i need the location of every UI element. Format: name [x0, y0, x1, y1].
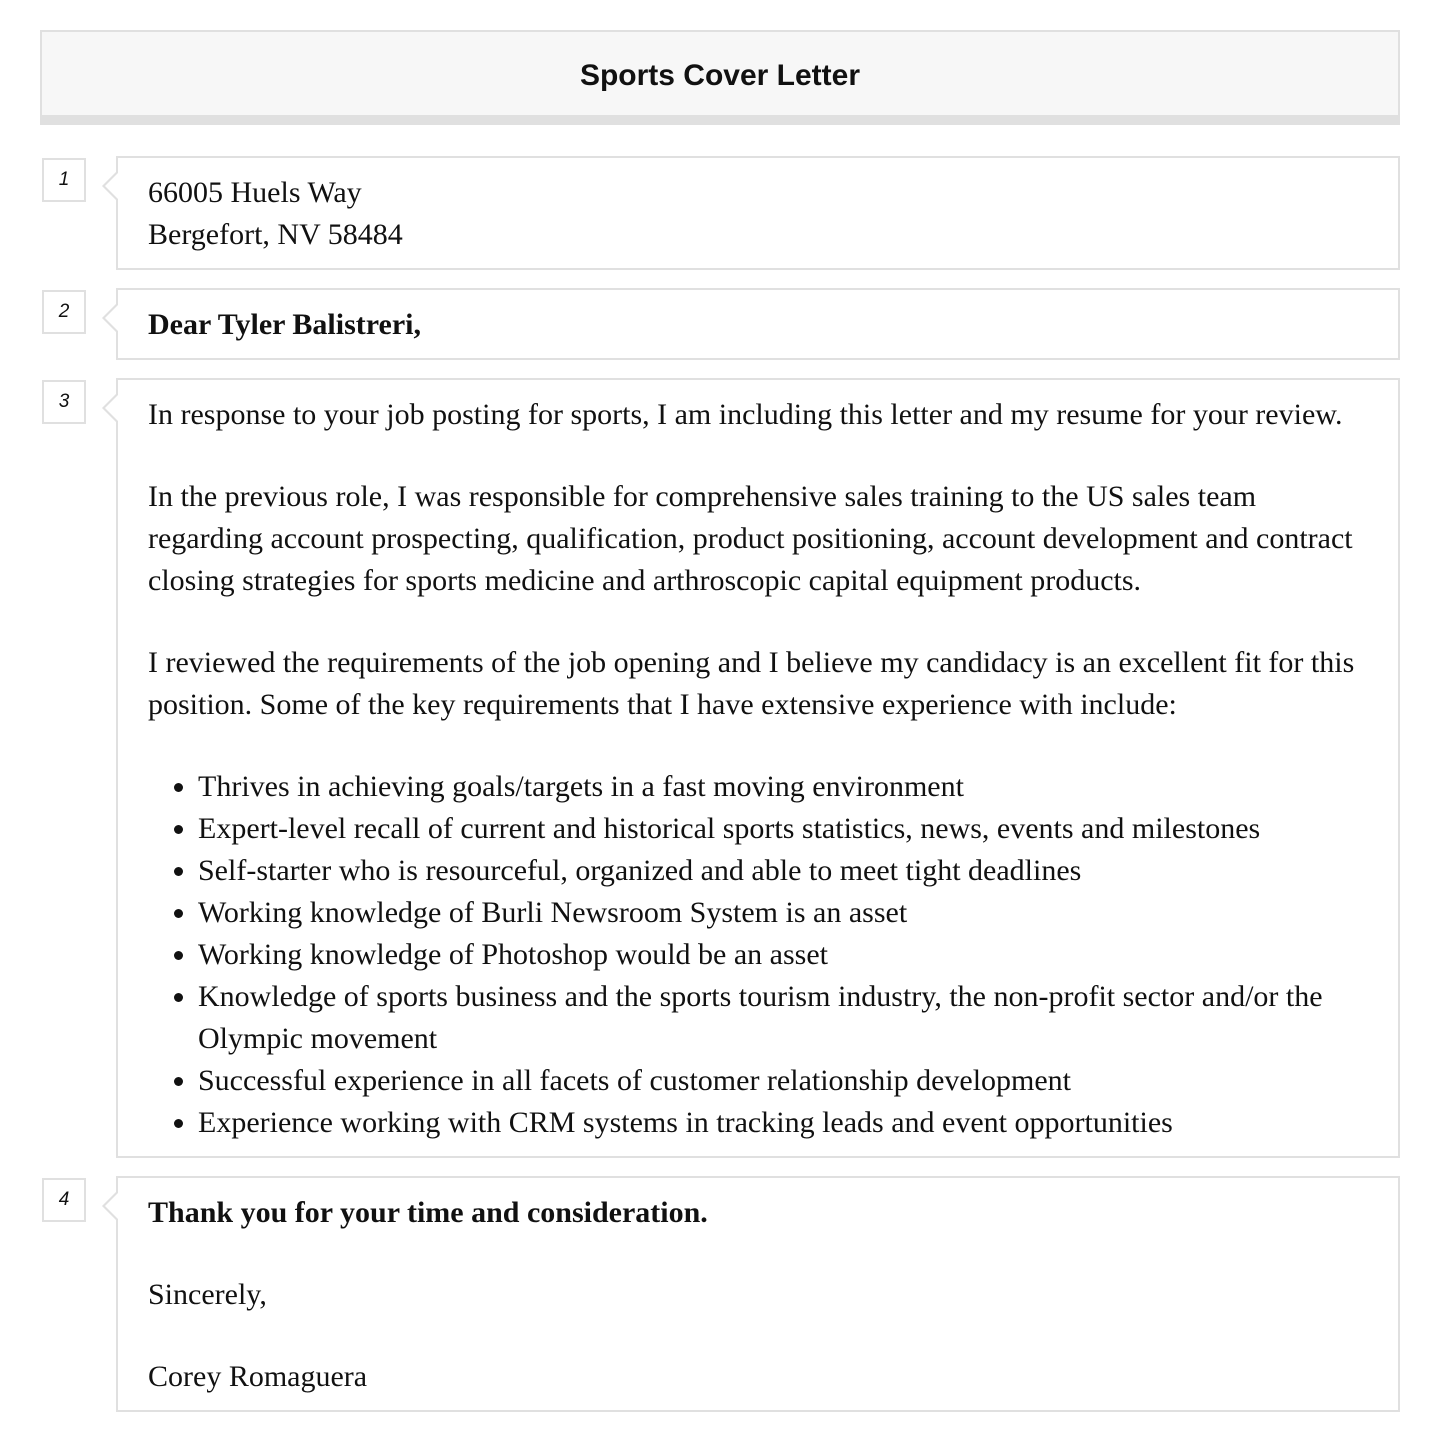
address-line-2: Bergefort, NV 58484 [148, 218, 403, 251]
pointer-notch-icon [102, 302, 118, 334]
list-item: • Expert-level recall of current and historical sports statistics, news, events and milestones [198, 808, 1368, 850]
signoff: Sincerely, [148, 1278, 267, 1311]
signature-name: Corey Romaguera [148, 1360, 368, 1393]
list-item: • Knowledge of sports business and the sports tourism industry, the non-profit sector and/or the Olympic movement [198, 976, 1368, 1060]
body-paragraph-experience: In the previous role, I was responsible for comprehensive sales training to the US sales team regarding account prospecting, qualification, product positioning, account development and contract closing strategies for sports medicine and arthroscopic capital equipment products. [148, 480, 1353, 597]
pointer-notch-icon [102, 170, 118, 202]
requirements-list [148, 766, 1368, 1144]
body-paragraph-intro: In response to your job posting for sports, I am including this letter and my resume for your review. [148, 398, 1343, 431]
list-item: • Thrives in achieving goals/targets in a fast moving environment [198, 766, 1368, 808]
section-number-badge: 4 [42, 1178, 86, 1222]
section-number-badge: 1 [42, 158, 86, 202]
document-title: Sports Cover Letter [579, 59, 861, 92]
address-block [116, 156, 1400, 270]
body-block [116, 378, 1400, 1158]
closing-statement: Thank you for your time and consideration. [148, 1196, 708, 1229]
list-item: • Self-starter who is resourceful, organized and able to meet tight deadlines [198, 850, 1368, 892]
pointer-notch-icon [102, 1190, 118, 1222]
pointer-notch-icon [102, 392, 118, 424]
salutation: Dear Tyler Balistreri, [148, 308, 422, 341]
body-paragraph-requirements: I reviewed the requirements of the job opening and I believe my candidacy is an excellent fit for this position. Some of the key requirements that I have extensive experience with include: [148, 646, 1355, 721]
section-number-badge: 2 [42, 290, 86, 334]
closing-block [116, 1176, 1400, 1412]
list-item: • Working knowledge of Burli Newsroom System is an asset [198, 892, 1368, 934]
section-number-badge: 3 [42, 380, 86, 424]
list-item: • Successful experience in all facets of customer relationship development [198, 1060, 1368, 1102]
header-underline-bar [40, 115, 1400, 125]
address-line-1: 66005 Huels Way [148, 176, 362, 209]
document-header [40, 30, 1400, 116]
list-item: • Experience working with CRM systems in tracking leads and event opportunities [198, 1102, 1368, 1144]
list-item: • Working knowledge of Photoshop would be an asset [198, 934, 1368, 976]
salutation-block [116, 288, 1400, 360]
